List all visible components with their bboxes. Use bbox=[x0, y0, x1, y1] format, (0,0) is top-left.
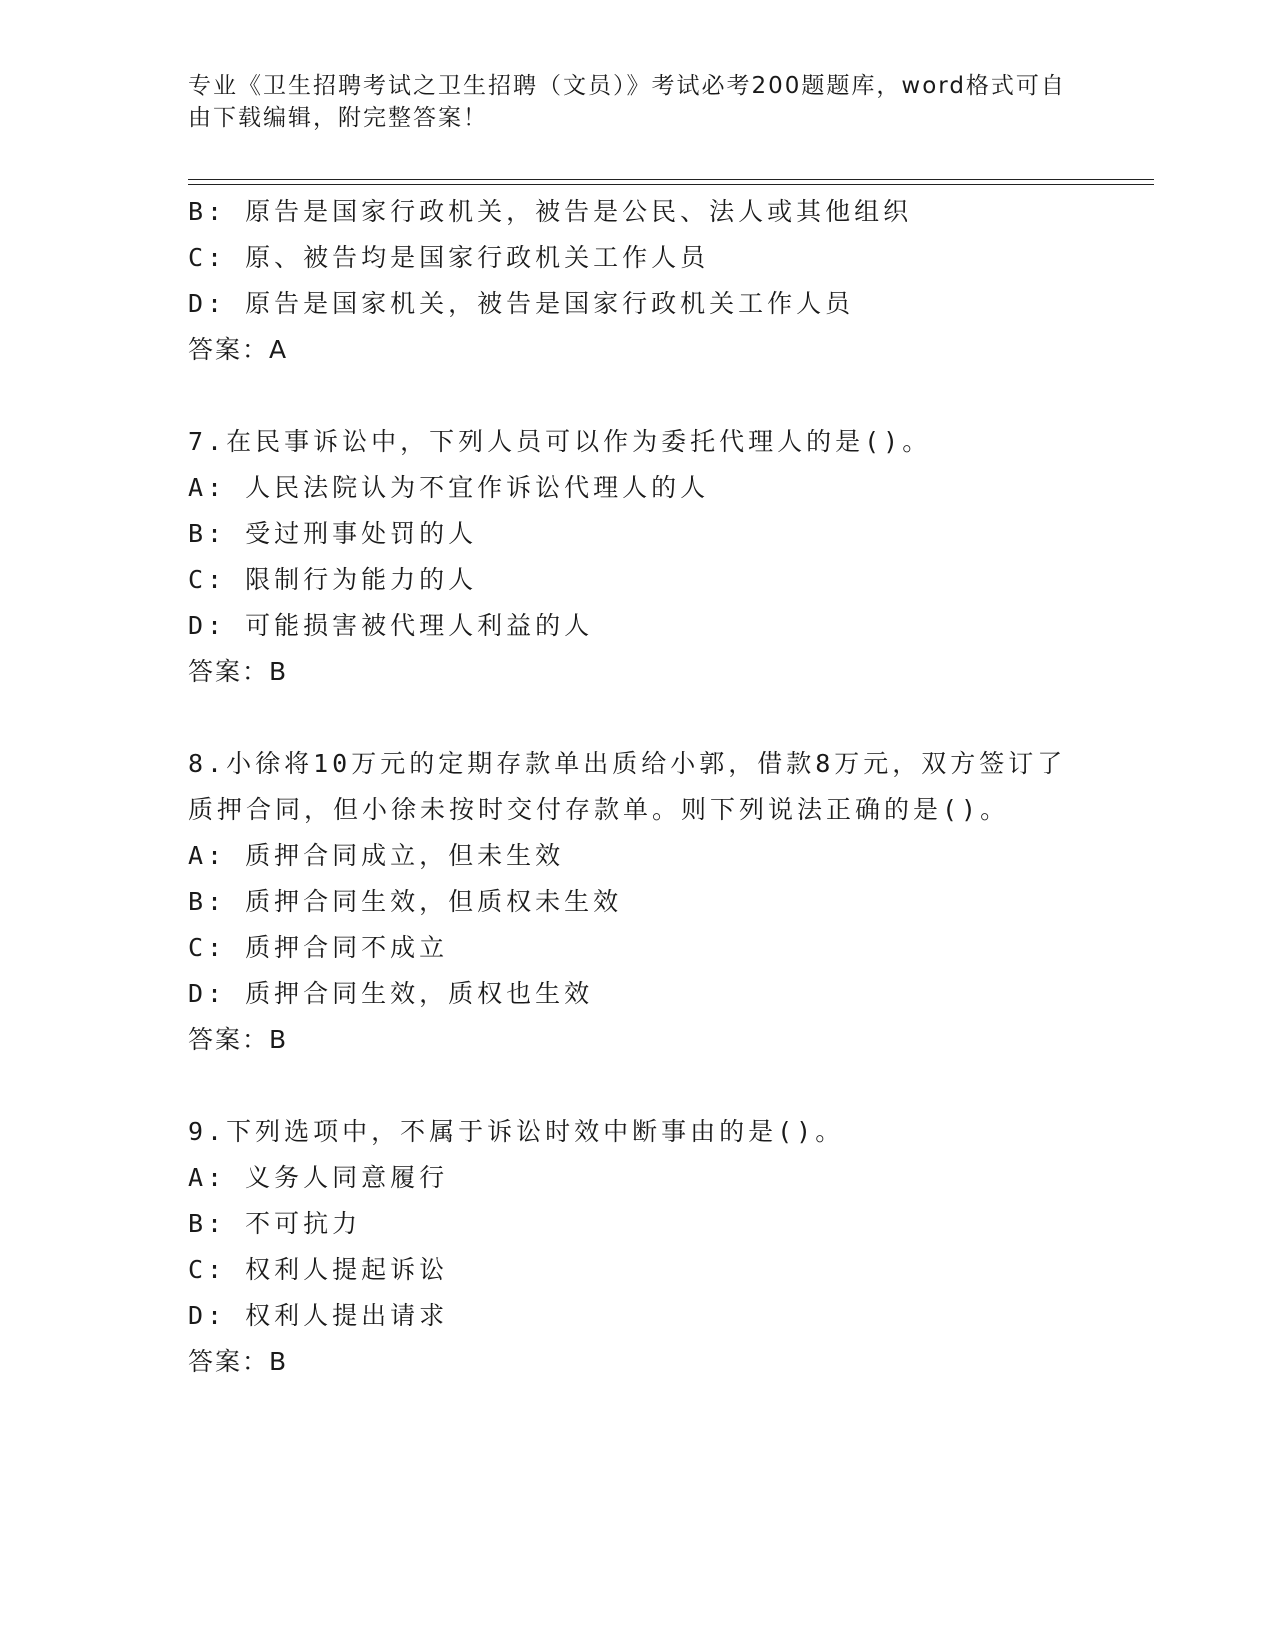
question-stem: 7.在民事诉讼中，下列人员可以作为委托代理人的是()。 bbox=[188, 427, 932, 456]
question-stem: 8.小徐将10万元的定期存款单出质给小郭，借款8万元，双方签订了 bbox=[188, 749, 1067, 778]
option-b: B: 质押合同生效，但质权未生效 bbox=[188, 887, 623, 916]
question-7 bbox=[188, 419, 1088, 695]
question-continued bbox=[188, 189, 1088, 373]
option-c: C: 质押合同不成立 bbox=[188, 933, 449, 962]
option-d: D: 权利人提出请求 bbox=[188, 1301, 449, 1330]
option-d: D: 原告是国家机关，被告是国家行政机关工作人员 bbox=[188, 289, 855, 318]
option-b: B: 原告是国家行政机关，被告是公民、法人或其他组织 bbox=[188, 197, 913, 226]
option-d: D: 可能损害被代理人利益的人 bbox=[188, 611, 594, 640]
spacer bbox=[188, 695, 1088, 741]
document-header: 专业《卫生招聘考试之卫生招聘（文员）》考试必考200题题库，word格式可自由下载编辑，附完整答案！ bbox=[188, 73, 1066, 131]
question-8 bbox=[188, 741, 1088, 1063]
option-d: D: 质押合同生效，质权也生效 bbox=[188, 979, 594, 1008]
spacer bbox=[188, 1063, 1088, 1109]
header-rule-top bbox=[188, 179, 1154, 180]
option-c: C: 原、被告均是国家行政机关工作人员 bbox=[188, 243, 710, 272]
answer-line: 答案：B bbox=[188, 657, 289, 686]
spacer bbox=[188, 373, 1088, 419]
option-a: A: 质押合同成立，但未生效 bbox=[188, 841, 565, 870]
option-c: C: 限制行为能力的人 bbox=[188, 565, 478, 594]
question-content bbox=[188, 189, 1088, 1385]
question-stem: 9.下列选项中，不属于诉讼时效中断事由的是()。 bbox=[188, 1117, 845, 1146]
question-9 bbox=[188, 1109, 1088, 1385]
header-rule-bottom bbox=[188, 184, 1154, 185]
option-a: A: 义务人同意履行 bbox=[188, 1163, 449, 1192]
option-a: A: 人民法院认为不宜作诉讼代理人的人 bbox=[188, 473, 710, 502]
answer-line: 答案：B bbox=[188, 1025, 289, 1054]
option-c: C: 权利人提起诉讼 bbox=[188, 1255, 449, 1284]
answer-line: 答案：A bbox=[188, 335, 289, 364]
question-stem-continued: 质押合同，但小徐未按时交付存款单。则下列说法正确的是()。 bbox=[188, 795, 1010, 824]
option-b: B: 不可抗力 bbox=[188, 1209, 362, 1238]
option-b: B: 受过刑事处罚的人 bbox=[188, 519, 478, 548]
answer-line: 答案：B bbox=[188, 1347, 289, 1376]
